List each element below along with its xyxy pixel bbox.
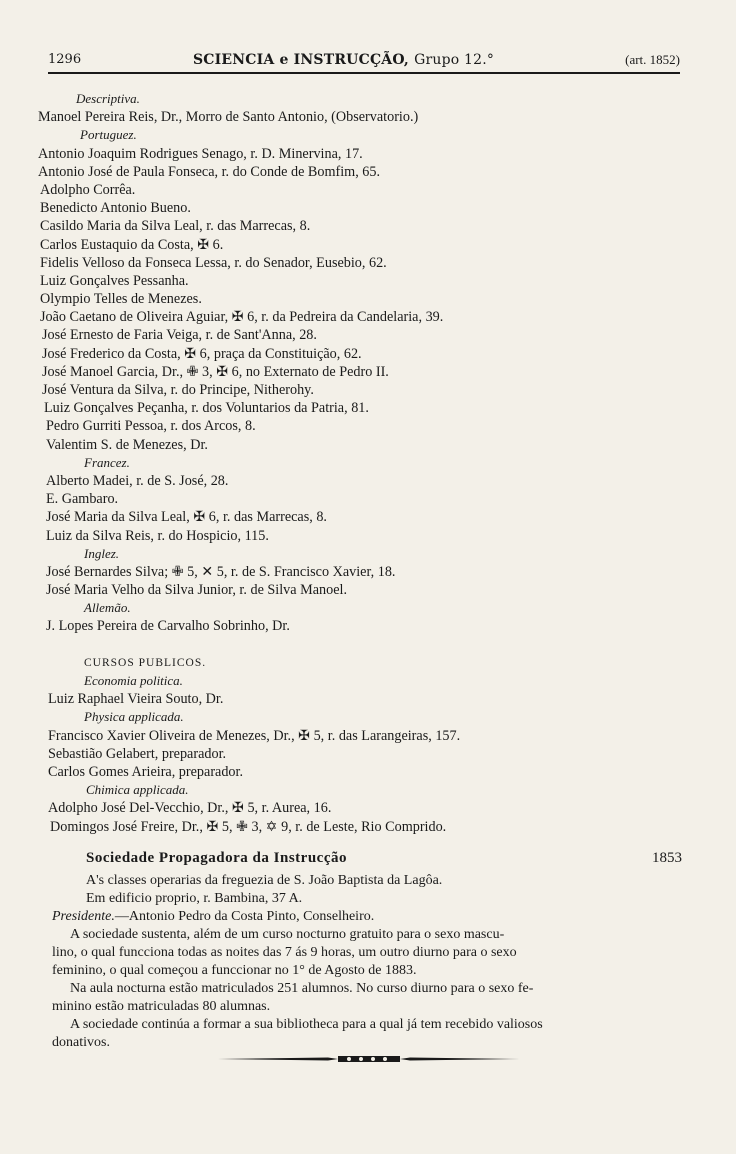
society-paragraph-1: A's classes operarias da freguezia de S. João Baptista da Lagôa. [86,873,443,888]
society-paragraph-4b: minino estão matriculadas 80 alumnas. [52,999,271,1014]
society-year: 1853 [652,850,682,866]
directory-entry: José Maria da Silva Leal, ✠ 6, r. das Marrecas, 8. [46,509,327,526]
directory-entry: J. Lopes Pereira de Carvalho Sobrinho, Dr. [46,618,290,635]
directory-entry: Adolpho Corrêa. [40,181,136,198]
directory-entry: José Maria Velho da Silva Junior, r. de Silva Manoel. [46,582,348,599]
directory-entry: E. Gambaro. [46,491,119,508]
directory-entry: Manoel Pereira Reis, Dr., Morro de Santo Antonio, (Observatorio.) [38,109,419,126]
society-paragraph-3c: feminino, o qual começou a funccionar no 1° de Agosto de 1883. [52,963,417,978]
header-rule [48,72,680,74]
directory-entry: Casildo Maria da Silva Leal, r. das Marrecas, 8. [40,218,311,235]
page-number: 1296 [48,52,82,67]
directory-entry: Fidelis Velloso da Fonseca Lessa, r. do Senador, Eusebio, 62. [40,254,387,271]
directory-entry: Luiz Raphael Vieira Souto, Dr. [48,691,224,708]
directory-entry [38,636,688,654]
society-paragraph-5b: donativos. [52,1035,110,1050]
section-heading: Inglez. [84,545,120,561]
directory-entry: Adolpho José Del-Vecchio, Dr., ✠ 5, r. Aurea, 16. [48,800,332,817]
section-heading: Chimica applicada. [86,782,189,798]
directory-entry: Luiz Gonçalves Peçanha, r. dos Voluntarios da Patria, 81. [44,400,369,417]
section-heading: Allemão. [84,600,131,616]
president-label: Presidente. [52,909,115,924]
directory-entry: Antonio José de Paula Fonseca, r. do Conde de Bomfim, 65. [38,163,381,180]
directory-entry: José Ernesto de Faria Veiga, r. de Sant'Anna, 28. [42,327,317,344]
society-title: Sociedade Propagadora da Instrucção [86,850,347,866]
directory-entry: Alberto Madei, r. de S. José, 28. [46,472,229,489]
directory-entry: José Ventura da Silva, r. do Principe, Nitherohy. [42,382,314,398]
directory-entry: Luiz Gonçalves Pessanha. [40,272,189,289]
directory-entry: Carlos Eustaquio da Costa, ✠ 6. [40,236,224,253]
society-paragraph-2: Em edificio proprio, r. Bambina, 37 A. [86,891,303,906]
ornamental-rule [218,1054,520,1064]
header-article-ref: (art. 1852) [625,52,680,67]
header-group: Grupo 12.° [414,52,495,68]
directory-entry: José Bernardes Silva; ✙ 5, ✕ 5, r. de S. Francisco Xavier, 18. [46,563,396,580]
directory-entry: Valentim S. de Menezes, Dr. [46,436,208,453]
president-name: —Antonio Pedro da Costa Pinto, Conselheiro. [114,909,375,924]
directory-entry: José Frederico da Costa, ✠ 6, praça da Constituição, 62. [42,345,362,362]
section-heading: Physica applicada. [84,709,184,725]
directory-entry: José Manoel Garcia, Dr., ✙ 3, ✠ 6, no Externato de Pedro II. [42,363,389,380]
section-caps-heading: CURSOS PUBLICOS. [84,656,207,669]
directory-entry: Domingos José Freire, Dr., ✠ 5, ✙ 3, ✡ 9, r. de Leste, Rio Comprido. [50,818,447,835]
directory-listing [38,90,688,836]
society-paragraph-5a: A sociedade continúa a formar a sua bibliotheca para a qual já tem recebido valiosos [70,1017,543,1032]
directory-entry: Carlos Gomes Arieira, preparador. [48,763,244,780]
directory-entry: Pedro Gurriti Pessoa, r. dos Arcos, 8. [46,418,256,435]
running-header [48,52,680,70]
directory-entry: Francisco Xavier Oliveira de Menezes, Dr., ✠ 5, r. das Larangeiras, 157. [48,727,461,744]
directory-entry: Antonio Joaquim Rodrigues Senago, r. D. Minervina, 17. [38,145,363,162]
section-heading: Economia politica. [84,673,183,688]
section-heading: Portuguez. [80,127,137,143]
section-heading: Descriptiva. [76,91,140,106]
directory-entry: Benedicto Antonio Bueno. [40,200,191,217]
section-heading: Francez. [84,454,130,470]
directory-entry: Sebastião Gelabert, preparador. [48,745,227,762]
society-president [52,908,688,926]
directory-entry: Luiz da Silva Reis, r. do Hospicio, 115. [46,527,269,544]
society-paragraph-4a: Na aula nocturna estão matriculados 251 alumnos. No curso diurno para o sexo fe- [70,981,534,996]
directory-entry: João Caetano de Oliveira Aguiar, ✠ 6, r. da Pedreira da Candelaria, 39. [40,309,444,326]
directory-entry: Olympio Telles de Menezes. [40,291,202,308]
header-title [193,52,494,68]
header-title-text: SCIENCIA e INSTRUCÇÃO, [193,52,409,68]
society-paragraph-3b: lino, o qual funcciona todas as noites das 7 ás 9 horas, um outro diurno para o sexo [52,945,517,960]
society-paragraph-3a: A sociedade sustenta, além de um curso nocturno gratuito para o sexo mascu- [70,927,505,942]
